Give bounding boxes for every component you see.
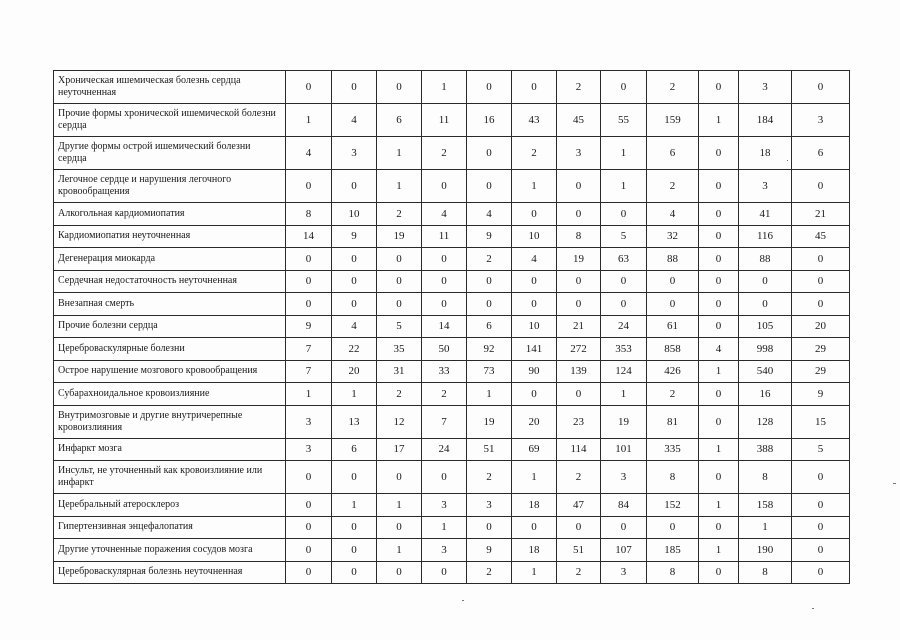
table-cell: 61 [647, 315, 699, 338]
table-cell: 0 [647, 516, 699, 539]
table-cell: 90 [512, 360, 557, 383]
table-cell: 1 [739, 516, 792, 539]
table-cell: 55 [601, 104, 647, 137]
table-cell: 0 [699, 561, 739, 584]
table-cell: 0 [647, 293, 699, 316]
table-cell: 0 [699, 248, 739, 271]
table-cell: 101 [601, 438, 647, 461]
table-cell: 2 [557, 561, 601, 584]
table-cell: 0 [739, 293, 792, 316]
table-cell: 9 [286, 315, 332, 338]
table-cell: 0 [377, 293, 422, 316]
table-cell: 4 [332, 104, 377, 137]
table-cell: 0 [512, 293, 557, 316]
table-cell: 139 [557, 360, 601, 383]
row-label: Алкогольная кардиомиопатия [54, 203, 286, 226]
table-cell: 998 [739, 338, 792, 361]
table-cell: 0 [699, 137, 739, 170]
table-cell: 3 [422, 494, 467, 517]
table-cell: 0 [699, 293, 739, 316]
row-label: Прочие болезни сердца [54, 315, 286, 338]
table-cell: 23 [557, 405, 601, 438]
table-cell: 0 [286, 539, 332, 562]
table-cell: 105 [739, 315, 792, 338]
table-cell: 0 [792, 516, 850, 539]
table-cell: 2 [377, 383, 422, 406]
table-row [54, 225, 850, 248]
table-cell: 0 [422, 248, 467, 271]
row-label: Острое нарушение мозгового кровообращения [54, 360, 286, 383]
table-cell: 47 [557, 494, 601, 517]
table-cell: 6 [377, 104, 422, 137]
table-cell: 152 [647, 494, 699, 517]
table-body [54, 71, 850, 584]
table-cell: 9 [332, 225, 377, 248]
table-cell: 2 [647, 170, 699, 203]
table-cell: 5 [377, 315, 422, 338]
table-cell: 0 [792, 170, 850, 203]
table-cell: 1 [699, 104, 739, 137]
table-cell: 1 [601, 170, 647, 203]
table-cell: 29 [792, 338, 850, 361]
table-cell: 158 [739, 494, 792, 517]
row-label: Легочное сердце и нарушения легочного кровообращения [54, 170, 286, 203]
table-cell: 9 [467, 539, 512, 562]
table-cell: 88 [739, 248, 792, 271]
row-label: Гипертензивная энцефалопатия [54, 516, 286, 539]
table-cell: 3 [557, 137, 601, 170]
table-cell: 4 [286, 137, 332, 170]
table-cell: 0 [332, 461, 377, 494]
table-cell: 15 [792, 405, 850, 438]
row-label: Кардиомиопатия неуточненная [54, 225, 286, 248]
table-cell: 14 [422, 315, 467, 338]
table-cell: 9 [792, 383, 850, 406]
table-cell: 0 [467, 71, 512, 104]
table-cell: 3 [286, 405, 332, 438]
table-cell: 20 [512, 405, 557, 438]
table-cell: 0 [512, 383, 557, 406]
table-cell: 19 [601, 405, 647, 438]
table-cell: 17 [377, 438, 422, 461]
table-row [54, 494, 850, 517]
table-cell: 1 [512, 461, 557, 494]
table-cell: 1 [512, 561, 557, 584]
table-cell: 13 [332, 405, 377, 438]
table-cell: 3 [601, 561, 647, 584]
table-cell: 0 [699, 225, 739, 248]
table-cell: 0 [286, 461, 332, 494]
table-cell: 540 [739, 360, 792, 383]
table-cell: 51 [557, 539, 601, 562]
table-cell: 8 [557, 225, 601, 248]
row-label: Инсульт, не уточненный как кровоизлияние или инфаркт [54, 461, 286, 494]
table-row [54, 170, 850, 203]
table-cell: 6 [647, 137, 699, 170]
table-cell: 3 [332, 137, 377, 170]
table-cell: 0 [467, 516, 512, 539]
table-cell: 0 [792, 561, 850, 584]
table-cell: 2 [422, 383, 467, 406]
table-cell: 0 [557, 293, 601, 316]
table-cell: 2 [467, 461, 512, 494]
table-row [54, 104, 850, 137]
table-cell: 3 [739, 71, 792, 104]
table-cell: 0 [699, 71, 739, 104]
table-row [54, 293, 850, 316]
table-cell: 190 [739, 539, 792, 562]
table-cell: 0 [601, 516, 647, 539]
table-cell: 2 [512, 137, 557, 170]
table-cell: 114 [557, 438, 601, 461]
table-cell: 6 [332, 438, 377, 461]
table-cell: 0 [699, 170, 739, 203]
table-row [54, 270, 850, 293]
table-cell: 2 [647, 71, 699, 104]
table-cell: 21 [557, 315, 601, 338]
table-row [54, 383, 850, 406]
table-cell: 0 [512, 203, 557, 226]
table-cell: 45 [792, 225, 850, 248]
table-cell: 5 [792, 438, 850, 461]
table-cell: 1 [699, 438, 739, 461]
table-cell: 3 [601, 461, 647, 494]
table-cell: 0 [332, 293, 377, 316]
table-cell: 0 [792, 71, 850, 104]
table-cell: 84 [601, 494, 647, 517]
table-cell: 353 [601, 338, 647, 361]
table-cell: 0 [557, 203, 601, 226]
table-cell: 0 [377, 71, 422, 104]
row-label: Хроническая ишемическая болезнь сердца неуточненная [54, 71, 286, 104]
table-cell: 51 [467, 438, 512, 461]
table-cell: 24 [601, 315, 647, 338]
table-cell: 0 [377, 561, 422, 584]
table-cell: 184 [739, 104, 792, 137]
table-cell: 0 [699, 516, 739, 539]
table-cell: 0 [332, 71, 377, 104]
table-cell: 43 [512, 104, 557, 137]
table-row [54, 405, 850, 438]
table-row [54, 248, 850, 271]
table-cell: 8 [647, 561, 699, 584]
row-label: Другие уточненные поражения сосудов мозга [54, 539, 286, 562]
table-cell: 0 [699, 461, 739, 494]
table-cell: 1 [422, 516, 467, 539]
table-cell: 21 [792, 203, 850, 226]
table-cell: 0 [422, 461, 467, 494]
table-cell: 1 [332, 383, 377, 406]
table-cell: 0 [601, 203, 647, 226]
table-cell: 116 [739, 225, 792, 248]
table-cell: 0 [557, 516, 601, 539]
table-cell: 20 [792, 315, 850, 338]
row-label: Сердечная недостаточность неуточненная [54, 270, 286, 293]
table-cell: 0 [377, 461, 422, 494]
table-cell: 0 [557, 170, 601, 203]
table-cell: 0 [332, 248, 377, 271]
table-cell: 107 [601, 539, 647, 562]
table-cell: 7 [422, 405, 467, 438]
table-cell: 388 [739, 438, 792, 461]
table-cell: 22 [332, 338, 377, 361]
table-cell: 128 [739, 405, 792, 438]
table-cell: 14 [286, 225, 332, 248]
table-cell: 1 [332, 494, 377, 517]
table-cell: 9 [467, 225, 512, 248]
table-cell: 50 [422, 338, 467, 361]
table-cell: 6 [792, 137, 850, 170]
table-cell: 4 [647, 203, 699, 226]
table-cell: 0 [286, 516, 332, 539]
table-cell: 2 [467, 561, 512, 584]
table-cell: 1 [699, 360, 739, 383]
table-cell: 4 [699, 338, 739, 361]
table-cell: 0 [377, 516, 422, 539]
table-cell: 185 [647, 539, 699, 562]
table-cell: 0 [601, 71, 647, 104]
table-cell: 0 [422, 293, 467, 316]
table-cell: 19 [377, 225, 422, 248]
table-cell: 2 [557, 71, 601, 104]
table-cell: 0 [699, 383, 739, 406]
table-cell: 0 [792, 293, 850, 316]
table-row [54, 561, 850, 584]
table-cell: 7 [286, 338, 332, 361]
table-cell: 10 [332, 203, 377, 226]
table-cell: 1 [601, 383, 647, 406]
table-cell: 0 [792, 494, 850, 517]
table-cell: 11 [422, 225, 467, 248]
table-cell: 3 [422, 539, 467, 562]
table-cell: 858 [647, 338, 699, 361]
table-cell: 0 [699, 203, 739, 226]
table-row [54, 71, 850, 104]
table-row [54, 461, 850, 494]
table-cell: 0 [467, 293, 512, 316]
table-cell: 4 [467, 203, 512, 226]
table-cell: 18 [739, 137, 792, 170]
table-cell: 0 [557, 270, 601, 293]
table-cell: 141 [512, 338, 557, 361]
table-cell: 0 [601, 270, 647, 293]
scan-speck [893, 483, 896, 484]
table-cell: 0 [332, 539, 377, 562]
table-cell: 2 [557, 461, 601, 494]
table-row [54, 315, 850, 338]
table-cell: 0 [699, 270, 739, 293]
row-label: Цереброваскулярные болезни [54, 338, 286, 361]
table-cell: 3 [792, 104, 850, 137]
table-cell: 0 [792, 461, 850, 494]
table-cell: 31 [377, 360, 422, 383]
table-cell: 0 [332, 561, 377, 584]
table-cell: 35 [377, 338, 422, 361]
table-cell: 0 [332, 170, 377, 203]
table-cell: 1 [377, 539, 422, 562]
table-row [54, 360, 850, 383]
table-cell: 0 [286, 293, 332, 316]
table-cell: 0 [286, 170, 332, 203]
table-cell: 6 [467, 315, 512, 338]
table-cell: 2 [647, 383, 699, 406]
row-label: Внезапная смерть [54, 293, 286, 316]
table-cell: 45 [557, 104, 601, 137]
table-cell: 0 [557, 383, 601, 406]
table-cell: 0 [467, 270, 512, 293]
table-cell: 41 [739, 203, 792, 226]
table-cell: 2 [377, 203, 422, 226]
table-cell: 1 [512, 170, 557, 203]
table-cell: 0 [422, 270, 467, 293]
table-cell: 124 [601, 360, 647, 383]
table-cell: 3 [467, 494, 512, 517]
table-cell: 1 [377, 170, 422, 203]
row-label: Дегенерация миокарда [54, 248, 286, 271]
table-cell: 0 [332, 516, 377, 539]
table-cell: 0 [512, 71, 557, 104]
table-cell: 16 [739, 383, 792, 406]
table-cell: 29 [792, 360, 850, 383]
table-cell: 159 [647, 104, 699, 137]
scan-speck [812, 608, 814, 609]
table-cell: 0 [512, 516, 557, 539]
table-cell: 16 [467, 104, 512, 137]
table-cell: 69 [512, 438, 557, 461]
table-cell: 8 [647, 461, 699, 494]
table-cell: 88 [647, 248, 699, 271]
table-cell: 19 [557, 248, 601, 271]
table-cell: 0 [422, 561, 467, 584]
table-cell: 335 [647, 438, 699, 461]
table-cell: 5 [601, 225, 647, 248]
table-cell: 0 [792, 539, 850, 562]
table-cell: 0 [332, 270, 377, 293]
table-cell: 0 [286, 71, 332, 104]
table-cell: 0 [422, 170, 467, 203]
statistics-table [53, 70, 850, 584]
table-cell: 0 [647, 270, 699, 293]
table-cell: 2 [422, 137, 467, 170]
table-cell: 0 [792, 270, 850, 293]
table-cell: 92 [467, 338, 512, 361]
table-cell: 11 [422, 104, 467, 137]
table-cell: 24 [422, 438, 467, 461]
table-cell: 1 [699, 539, 739, 562]
scan-speck [787, 160, 788, 161]
table-cell: 63 [601, 248, 647, 271]
table-cell: 18 [512, 539, 557, 562]
table-cell: 7 [286, 360, 332, 383]
table-cell: 18 [512, 494, 557, 517]
table-cell: 1 [377, 137, 422, 170]
row-label: Другие формы острой ишемический болезни сердца [54, 137, 286, 170]
table-row [54, 516, 850, 539]
table-cell: 8 [739, 461, 792, 494]
table-cell: 2 [467, 248, 512, 271]
table-cell: 0 [739, 270, 792, 293]
table-cell: 1 [286, 104, 332, 137]
table-cell: 426 [647, 360, 699, 383]
table-row [54, 438, 850, 461]
table-cell: 0 [792, 248, 850, 271]
table-cell: 10 [512, 315, 557, 338]
table-cell: 1 [377, 494, 422, 517]
table-cell: 272 [557, 338, 601, 361]
row-label: Цереброваскулярная болезнь неуточненная [54, 561, 286, 584]
table-cell: 81 [647, 405, 699, 438]
table-row [54, 203, 850, 226]
table-cell: 0 [286, 248, 332, 271]
table-cell: 3 [739, 170, 792, 203]
table-row [54, 137, 850, 170]
table-cell: 0 [601, 293, 647, 316]
table-cell: 1 [467, 383, 512, 406]
row-label: Церебральный атеросклероз [54, 494, 286, 517]
table-cell: 0 [377, 270, 422, 293]
table-cell: 20 [332, 360, 377, 383]
table-cell: 0 [286, 270, 332, 293]
table-cell: 1 [699, 494, 739, 517]
table-cell: 0 [699, 405, 739, 438]
table-cell: 3 [286, 438, 332, 461]
scan-speck [462, 600, 464, 601]
table-cell: 1 [422, 71, 467, 104]
table-cell: 12 [377, 405, 422, 438]
table-row [54, 539, 850, 562]
table-cell: 8 [739, 561, 792, 584]
row-label: Внутримозговые и другие внутричерепные кровоизлияния [54, 405, 286, 438]
table-cell: 0 [512, 270, 557, 293]
table-cell: 1 [286, 383, 332, 406]
row-label: Прочие формы хронической ишемической болезни сердца [54, 104, 286, 137]
table-cell: 73 [467, 360, 512, 383]
table-cell: 4 [422, 203, 467, 226]
table-cell: 0 [467, 170, 512, 203]
table-cell: 10 [512, 225, 557, 248]
table-cell: 0 [699, 315, 739, 338]
table-cell: 0 [467, 137, 512, 170]
table-cell: 0 [286, 561, 332, 584]
table-cell: 8 [286, 203, 332, 226]
table-cell: 0 [377, 248, 422, 271]
row-label: Инфаркт мозга [54, 438, 286, 461]
table-cell: 1 [601, 137, 647, 170]
table-cell: 0 [286, 494, 332, 517]
table-row [54, 338, 850, 361]
row-label: Субарахноидальное кровоизлияние [54, 383, 286, 406]
table-cell: 33 [422, 360, 467, 383]
table-cell: 32 [647, 225, 699, 248]
table-cell: 4 [332, 315, 377, 338]
table-cell: 4 [512, 248, 557, 271]
table-cell: 19 [467, 405, 512, 438]
